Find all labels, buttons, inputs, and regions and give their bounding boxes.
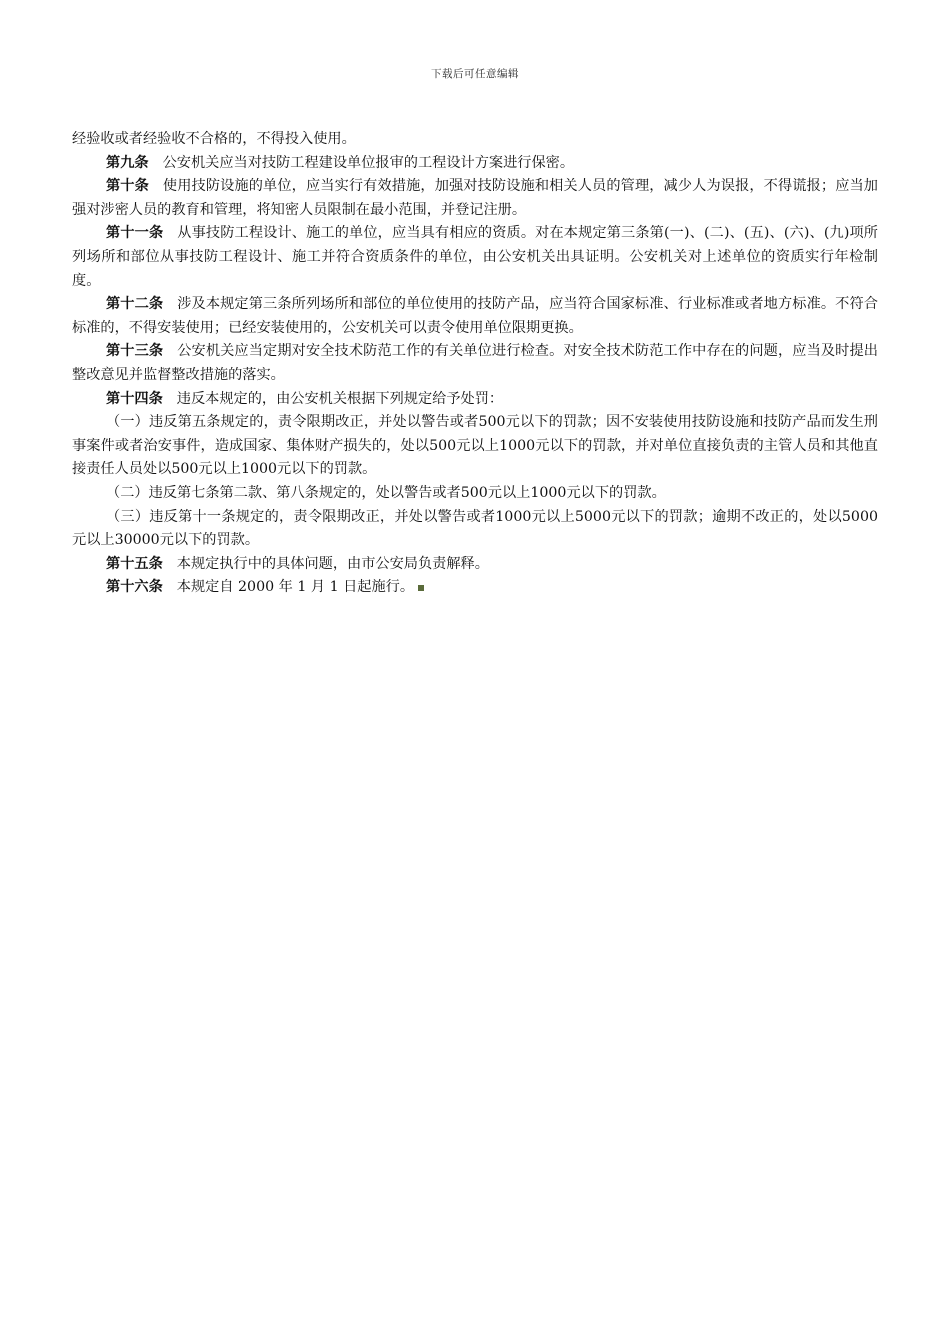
article-text: 本规定执行中的具体问题，由市公安局负责解释。 <box>176 555 489 572</box>
article-text: 本规定自 2000 年 1 月 1 日起施行。 <box>176 579 415 596</box>
article-text: 公安机关应当定期对安全技术防范工作的有关单位进行检查。对安全技术防范工作中存在的问题，应当及时提出整改意见并监督整改措施的落实。 <box>72 343 878 383</box>
article-number: 第十五条 <box>106 555 163 572</box>
article-11 <box>72 222 878 293</box>
article-number: 第十三条 <box>106 343 164 360</box>
article-12 <box>72 293 878 340</box>
clause-1 <box>72 411 878 482</box>
article-number: 第九条 <box>106 154 149 171</box>
article-number: 第十二条 <box>106 296 164 313</box>
page-header: 下载后可任意编辑 <box>431 68 519 80</box>
article-number: 第十条 <box>106 178 149 195</box>
article-number: 第十六条 <box>106 579 163 596</box>
article-number: 第十一条 <box>106 225 164 242</box>
clause-text: （二）违反第七条第二款、第八条规定的，处以警告或者500元以上1000元以下的罚款。 <box>106 484 666 501</box>
clause-3 <box>72 506 878 553</box>
article-13 <box>72 340 878 387</box>
article-text: 违反本规定的，由公安机关根据下列规定给予处罚： <box>176 390 504 407</box>
article-text: 使用技防设施的单位，应当实行有效措施，加强对技防设施和相关人员的管理，减少人为误报，不得谎报；应当加强对涉密人员的教育和管理，将知密人员限制在最小范围，并登记注册。 <box>72 178 878 218</box>
article-14 <box>72 388 878 412</box>
article-text: 涉及本规定第三条所列场所和部位的单位使用的技防产品，应当符合国家标准、行业标准或者地方标准。不符合标准的，不得安装使用；已经安装使用的，公安机关可以责令使用单位限期更换。 <box>72 296 878 336</box>
clause-text: （三）违反第十一条规定的，责令限期改正，并处以警告或者1000元以上5000元以下的罚款；逾期不改正的，处以5000元以上30000元以下的罚款。 <box>72 508 878 549</box>
clause-2 <box>72 482 878 506</box>
article-15 <box>72 553 878 577</box>
article-number: 第十四条 <box>106 390 163 407</box>
paragraph-end-mark-icon <box>418 585 424 591</box>
paragraph-continuation <box>72 128 878 152</box>
article-text: 从事技防工程设计、施工的单位，应当具有相应的资质。对在本规定第三条第(一)、(二)、(五)、(六)、(九)项所列场所和部位从事技防工程设计、施工并符合资质条件的单位，由公安机关出具证明。公安机关对上述单位的资质实行年检制度。 <box>72 225 878 289</box>
document-body <box>72 128 878 600</box>
article-text: 公安机关应当对技防工程建设单位报审的工程设计方案进行保密。 <box>162 154 575 171</box>
paragraph-text: 经验收或者经验收不合格的，不得投入使用。 <box>72 131 356 147</box>
article-10 <box>72 175 878 222</box>
clause-text: （一）违反第五条规定的，责令限期改正，并处以警告或者500元以下的罚款；因不安装使用技防设施和技防产品而发生刑事案件或者治安事件，造成国家、集体财产损失的，处以500元以上1000元以下的罚款，并对单位直接负责的主管人员和其他直接责任人员处以500元以上1000元以下的罚款。 <box>72 414 878 478</box>
article-16 <box>72 576 878 600</box>
article-9 <box>72 152 878 176</box>
